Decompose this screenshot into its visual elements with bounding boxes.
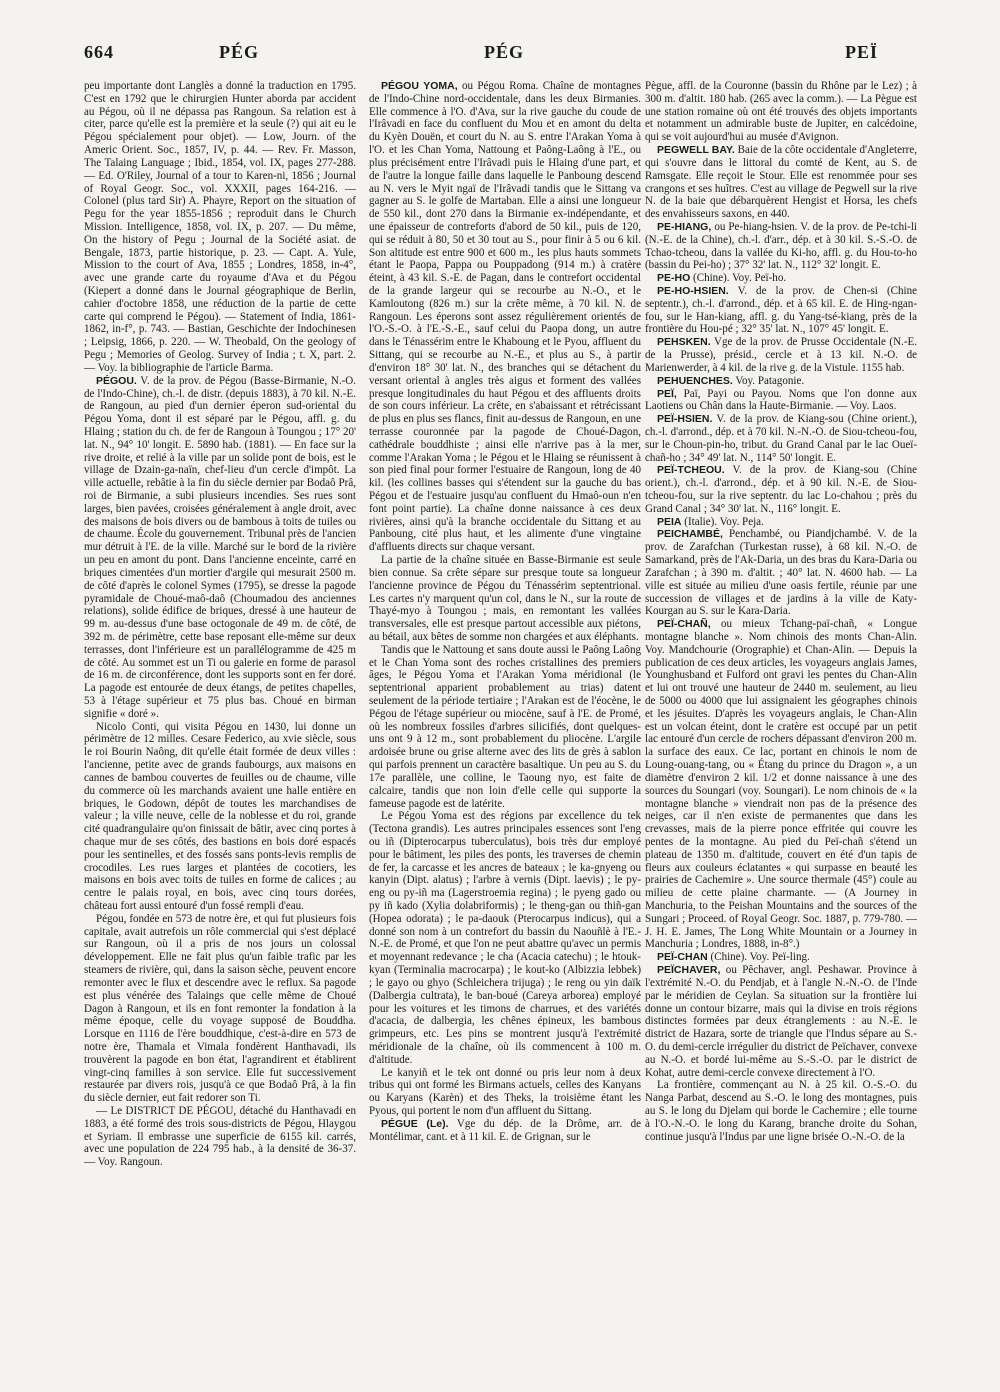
entry-text: Vge du dép. de la Drôme, arr. de Montélimar, cant. et à 11 kil. E. de Grignan, sur le (369, 1117, 641, 1143)
dictionary-entry (645, 221, 917, 272)
dictionary-entry (645, 144, 917, 221)
entry-text: Baie de la côte occidentale d'Angleterre, qui s'ouvre dans le littoral du comté de Kent, au S. de Ramsgate. Elle reçoit le Stour. Elle est renommée pour ses crangons et ses huîtres. C'est au village de Pegwell sur la rive N. de la baie que débarquèrent Hengist et Horsa, les chefs des envahisseurs saxons, en 440. (645, 144, 917, 221)
entry-headword: PE-HO-HSIEN. (657, 285, 729, 297)
entry-text: (Chine). Voy. Peï-ling. (710, 951, 810, 964)
entry-text: V. de la prov. de Pégou (Basse-Birmanie, N.-O. de l'Indo-Chine), ch.-l. de distr. (depuis 1883), à 70 kil. N.-E. de Rangoun, au pied d'un dernier éperon sud-oriental du Pégou Yoma, dont il est séparé par le Pégou, affl. g. du Hlaing ; station du ch. de fer de Rangoun à Toungou ; 17° 20' lat. N., 94° 10' longit. E. 5890 hab. (1881). — En face sur la rive droite, et relié à la ville par un solide pont de bois, est le village de Dzain-ga-naïn, chef-lieu d'un cercle d'impôt. La ville actuelle, rebâtie à la fin du siècle dernier par Bodaô Prâ, roi de Birmanie, a subi plusieurs incendies. Ses rues sont larges, bien pavées, croisées généralement à angle droit, avec des maisons de bois divers ou de bambous à toits de tuiles ou de chaume. École du gouvernement. Tribunal près de l'ancien mur détruit à l'E. de la ville. Marché sur le bord de la rivière un peu en amont du pont. Dans l'ancienne enceinte, carré en briques cimentées d'un mortier d'argile qui mesurait 2500 m. de côté d'après le colonel Symes (1795), se dresse la pagode pyramidale de Choué-maô-daô (Choumadou des anciennes relations), solide édifice de briques, dressé à une hauteur de 99 m. au-dessus d'une base octogonale de 49 m. de côté, de 392 m. de périmètre, cette base reposant elle-même sur deux terrasses, dont l'inférieure est un parallélogramme de 425 m de côté. Au sommet est un Ti ou galerie en forme de parasol de 16 m. de circonférence, dont les supports sont en fer doré. La pagode est entourée de deux étangs, de petites chapelles, 53 à l'étage supérieur et 75 plus bas. Choué en birman signifie « doré ». (84, 374, 356, 720)
entry-text: Paï, Payi ou Payou. Noms que l'on donne aux Laotiens ou Chân dans la Haute-Birmanie. — Voy. Laos. (645, 387, 917, 413)
entry-headword: PE-HIANG, (657, 220, 712, 233)
entry-headword: PEÏ-HSIEN. (657, 413, 713, 426)
entry-text: ou Pégou Roma. Chaîne de montagnes de l'Indo-Chine nord-occidentale, dans les deux Birmanies. Elle commence à l'O. d'Ava, sur la rive gauche du coude de l'Irâvadi en face du confluent du Mou et en amont du delta du Kyèn Douën, et court du N. au S. entre l'Arakan Yoma à l'O. et les Chan Yoma, Nattoung et Paông-Laông à l'E., ou plus précisément entre l'Irâvadi puis le Hlaing d'une part, et de l'autre la longue faille dans laquelle le Panboung descend au N. vers le Myit ngaï de l'Irâvadi tandis que le Sittang va gagner au S. le golfe de Martaban. Elle a ainsi une longueur de 550 kil., dont 270 dans la Birmanie ex-indépendante, et une épaisseur de contreforts d'abord de 50 kil., puis de 120, qui se réduit à 80, 50 et 30 tout au S., pour finir à 5 ou 6 kil. Son altitude est entre 900 et 600 m., les plus hauts sommets étant le Paopa, Pappa ou Pouppadong (914 m.) à cratère éteint, à 43 kil. S.-E. de Pagan, dans le contrefort occidental de la grande largeur qui se recourbe au N.-O., et le Kamloutong (826 m.) sur la crête même, à 70 kil. N. de Rangoun. Les éperons sont assez régulièrement orientés de l'O.-S.-O. à l'E.-S.-E., sauf celui du Paopa dong, un autre dans le Ténassérim entre le Khaboung et le Pyou, affluent du Sittang, qui se recourbe au N.-E., et plus au S., à partir d'environ 18° 30' lat. N., des branches qui se détachent du versant oriental à angles très aigus et forment des vallées presque longitudinales du haut Pégou et des affluents droits de son cours inférieur. La crête, en s'abaissant et rétrécissant de plus en plus ses flancs, finit au-dessus de Rangoun, en une terrasse couronnée par la pagode de Choué-Dagon, cathédrale bouddhiste ; ainsi elle n'arrive pas à la mer, comme l'Arakan Yoma ; le Pégou et le Hlaing se réunissent à son pied final pour former l'estuaire de Rangoun, long de 40 kil. (les collines basses qui s'étendent sur la gauche du bas Pégou et de l'estuaire jusqu'au confluent du Hmaô-oun n'en font point partie). La chaîne donne naissance à ces deux rivières, ainsi qu'à la branche occidentale du Sittang et au Panboung, cité plus haut, et les alimente d'une vingtaine d'affluents directs sur chaque versant. (369, 80, 641, 554)
entry-text: — Le DISTRICT DE PÉGOU, détaché du Hanthavadi en 1883, a été formé des trois sous-districts de Pégou, Hlaygou et Syriam. Il embrasse une superficie de 6155 kil. carrés, avec une population de 224 795 hab., à la densité de 36-37. — Voy. Rangoun. (84, 1105, 356, 1169)
entry-text: Vge de la prov. de Prusse Occidentale (N.-E. de la Prusse), présid., cercle et à 13 kil. N.-O. de Marienwerder, à 4 kil. de la rive g. de la Vistule. 1155 hab. (645, 336, 917, 374)
dictionary-entry (645, 516, 917, 529)
entry-text: Pégou, fondée en 573 de notre ère, et qui fut plusieurs fois capitale, avait autrefois un rôle commercial qui s'est déplacé sur Rangoun, où il a pris de nos jours un colossal développement. Elle ne fait plus qu'un faible trafic par les steamers de rivière, qui, dans la saison sèche, peuvent encore remonter avec le flux et descendre avec le reflux. Sa pagode est plus vénérée des Talaings que celle même de Choué Dagon à Rangoun, et ils en font remonter la fondation à la même époque, celle du voyage supposé de Bouddha. Lorsque en 1116 de l'ère bouddhique, c'est-à-dire en 573 de notre ère, Thamala et Vimala fondèrent Hanthavadi, ils trouvèrent la pagode en bon état, l'agrandirent et établirent vingt-cinq familles à son service. Elle fut successivement restaurée par divers rois, jusqu'à ce que Bodaô Prâ, à la fin du siècle dernier, eut fait redorer son Ti. (84, 912, 356, 1105)
header-right-word: PEÏ (844, 42, 878, 62)
entry-headword: PÉGOU YOMA, (381, 80, 458, 92)
entry-paragraph (645, 1079, 917, 1143)
entry-paragraph (369, 810, 641, 1066)
entry-text: V. de la prov. de Kiang-sou (Chine orient.), ch.-l. d'arrond., dép. et à 70 kil. N.-N.-O. de Siou-tcheou-fou, sur le Choun-pin-ho, tribut. du Grand Canal par le lac Oueï-chañ-ho ; 34° 49' lat. N., 114° 50' longit. E. (645, 413, 917, 464)
entry-text: V. de la prov. de Kiang-sou (Chine orient.), ch.-l. d'arrond., dép. et à 90 kil. N.-E. de Siou-tcheou-fou, sur la rive septentr. du lac Lo-chahou ; près du Grand Canal ; 34° 30' lat. N., 116° longit. E. (645, 464, 917, 515)
header-left-word: PÉG (219, 42, 260, 62)
dictionary-entry (645, 272, 917, 285)
entry-paragraph (84, 1105, 356, 1169)
entry-headword: PEGWELL BAY. (657, 144, 735, 157)
text-column-1 (84, 80, 356, 1380)
dictionary-entry (645, 951, 917, 964)
entry-text: ou Pe-hiang-hsien. V. de la prov. de Pe-tchi-li (N.-E. de la Chine), ch.-l. d'arr., dép. et à 30 kil. S.-S.-O. de Tchao-tcheou, dans la vallée du Ki-ho, affl. g. du Hou-to-ho (bassin du Pei-ho) ; 37° 32' lat. N., 112° 32' longit. E. (645, 220, 917, 272)
entry-headword: PEICHAMBÉ, (657, 528, 723, 541)
entry-text: (Chine). Voy. Peï-ho. (693, 272, 787, 285)
entry-text: Penchambé, ou Piandjchambé. V. de la prov. de Zarafchan (Turkestan russe), à 68 kil. N.-O. de Samarkand, près de l'Ak-Daria, un des bras du Kara-Daria ou Zarafchan ; à 390 m. d'altit. ; 40° lat. N. 4600 hab. — La ville est située au milieu d'une oasis fertile, réunie par une succession de villages et de jardins à la ville de Katy-Kourgan au S. sur le Kara-Daria. (645, 528, 917, 618)
dictionary-entry (84, 375, 356, 721)
entry-text: Voy. Patagonie. (735, 374, 805, 387)
entry-headword: PEÏ-CHAN (657, 951, 708, 964)
entry-text: Pègue, affl. de la Couronne (bassin du Rhône par le Lez) ; à 300 m. d'altit. 180 hab. (265 avec la comm.). — La Pègue est une station romaine où ont été trouvés des objets importants et notamment un admirable buste de Jupiter, en calcédoine, qui se voit aujourd'hui au musée d'Avignon. (645, 80, 917, 144)
entry-text: (Italie). Voy. Peja. (684, 515, 764, 528)
entry-paragraph (84, 913, 356, 1105)
entry-headword: PEHUENCHES. (657, 374, 733, 387)
entry-paragraph (84, 80, 356, 375)
entry-headword: PÉGOU. (96, 374, 137, 387)
dictionary-entry (369, 80, 641, 554)
header-center-word: PÉG (484, 42, 525, 62)
entry-text: ou Pêchaver, angl. Peshawar. Province à l'extrémité N.-O. du Pendjab, et à l'angle N.-N.-O. de l'Inde par le méridien de Ceylan. Sa situation sur la frontière lui donne un contour bizarre, mais qui la divise en trois régions distinctes formées par deux étranglements : au N.-E. le district de Hazara, sorte de triangle que l'Indus sépare au S.-O. du demi-cercle irrégulier du district de Peïchaver, convexe au N.-O. et bordé lui-même au S.-S.-O. par le district de Kohat, autre demi-cercle convexe directement à l'O. (645, 964, 917, 1079)
entry-headword: PEIA (657, 515, 682, 528)
dictionary-entry (645, 964, 917, 1079)
entry-headword: PEÏCHAVER, (657, 964, 721, 977)
entry-headword: PÉGUE (Le). (381, 1117, 449, 1130)
dictionary-entry (645, 336, 917, 374)
entry-paragraph (84, 721, 356, 913)
entry-text: La partie de la chaîne située en Basse-Birmanie est seule bien connue. Sa crête sépare sur presque toute sa longueur l'ancienne province de Pégou du Ténassérim septentrional. Les cartes n'y marquent qu'un col, dans le N., sur la route de Thayé-myo à Toungou ; mais, en remontant les vallées transversales, elle est presque partout accessible aux piétons, au bétail, aux bêtes de somme non chargées et aux éléphants. (369, 554, 641, 643)
text-column-3 (645, 80, 917, 1380)
entry-paragraph (369, 644, 641, 811)
entry-headword: PEHSKEN. (657, 336, 711, 349)
dictionary-entry (645, 375, 917, 388)
text-column-2 (369, 80, 641, 1380)
entry-text: Nicolo Conti, qui visita Pégou en 1430, lui donne un périmètre de 12 milles. Cesare Federico, au xvie siècle, sous le roi Bourin Naông, dit qu'elle était formée de deux villes : l'ancienne, petite avec de grands faubourgs, aux maisons en cannes de bambou couvertes de feuilles ou de chaume, ville du commerce où les marchands avaient une halle entière en briques, le Godown, dépôt de toutes les marchandises de valeur ; la ville neuve, celle de la noblesse et du roi, grande cité quadrangulaire qu'on finissait de bâtir, avec cinq portes à chaque mur de ses côtés, des bastions en bois doré espacés pour les sentinelles, et des fossés sans ponts-levis remplis de crocodiles. Les rues larges et plantées de cocotiers, les maisons en bois avec toits de tuiles en forme de calices ; au centre le palais royal, en bois, avec cinq tours dorées, château fort aussi entouré d'un fossé rempli d'eau. (84, 720, 356, 912)
running-header (84, 42, 918, 70)
entry-text: ou mieux Tchang-paï-chañ, « Longue montagne blanche ». Nom chinois des monts Chan-Alin. Voy. Mandchourie (Orographie) et Chan-Alin. — Depuis la publication de ces deux articles, les voyageurs anglais James, Younghusband et Fulford ont gravi les pentes du Chan-Alin et lui ont trouvé une hauteur de 2440 m. seulement, au lieu de 5000 ou 4000 que lui assignaient les géographes chinois et les jésuites. D'après les voyageurs anglais, le Chan-Alin est un volcan éteint, dont le cratère est occupé par un petit lac entouré d'un cercle de rochers dépassant d'environ 200 m. la surface des eaux. Ce lac, portant en chinois le nom de Loung-ouang-tang, ou « Étang du prince du Dragon », a un diamètre d'environ 2 kil. 1/2 et donne naissance à une des sources du Soungari (voy. Soungari). Le nom chinois de « la montagne blanche » viendrait non pas de la présence des neiges, car il n'en existe de permanentes que dans les crevasses, mais de la pierre ponce effritée qui couvre les pentes de la montagne. Au pied du Peï-chañ s'étend un plateau de 1350 m. d'altitude, couvert en été d'un tapis de fleurs aux couleurs éclatantes « qui surpasse en beauté les prairies de Cachemire ». Une source thermale (45°) coule au milieu de cette plaine charmante. — (A Journey in Manchuria, to the Peishan Mountains and the sources of the Sungari ; Proceed. of Royal Geogr. Soc. 1887, p. 779-780. — J. H. E. James, The Long White Mountain or a Journey in Manchuria ; Londres, 1888, in-8°.) (645, 618, 917, 951)
dictionary-entry (645, 413, 917, 464)
dictionary-entry (645, 285, 917, 336)
entry-paragraph (369, 1067, 641, 1118)
entry-headword: PEÏ-CHAÑ, (657, 618, 711, 631)
page-number: 664 (84, 42, 114, 62)
entry-text: peu importante dont Langlès a donné la traduction en 1795. C'est en 1792 que le chirurgien Hunter aborda par accident au Pégou, où il ne dépassa pas Rangoun. Sa relation est à citer, parce qu'elle est la première et la seule (?) qui ait eu le Pégou spécialement pour objet). — Low, Journ. of the Americ Orient. Soc., 1857, IV, p. 44. — Rev. Fr. Masson, The Talaing Language ; Ibid., 1854, vol. IX, pages 277-288. — Ed. O'Riley, Journal of a tour to Karen-ni, 1856 ; Journal of Royal Geogr. Soc., vol. XXXII, pages 164-216. — Colonel (plus tard Sir) A. Phayre, Report on the situation of Pegu for the year 1855-1856 ; reproduit dans le Church Mission. Intelligence, 1858, vol. IX, p. 207. — Du même, On the history of Pegu ; Journal de la Société asiat. de Bengale, 1873, partie historique, p. 23. — Capt. A. Yule, Mission to the court of Ava, 1855 ; Londres, 1858, in-4°, avec une grande carte du royaume d'Ava et du Pégou (Kiepert a donné dans le Journal géographique de Berlin, cahier d'octobre 1858, une réduction de la partie de cette carte qui comprend le Pégou). — Statement of India, 1861-1862, in-f°, p. 743. — Bastian, Geschichte der Indochinesen ; Leipsig, 1866, p. 220. — W. Theobald, On the geology of Pegu ; Memories of Geolog. Survey of India ; t. X, part. 2. — Voy. la bibliographie de l'article Barma. (84, 80, 356, 374)
dictionary-entry (645, 528, 917, 618)
entry-paragraph (645, 80, 917, 144)
entry-text: V. de la prov. de Chen-si (Chine septentr.), ch.-l. d'arrond., dép. et à 65 kil. E. de Hing-ngan-fou, sur le Han-kiang, affl. g. du Yang-tsé-kiang, près de la frontière du Hou-pé ; 32° 35' lat. N., 107° 45' longit. E. (645, 285, 917, 336)
entry-text: Tandis que le Nattoung et sans doute aussi le Paông Laông et le Chan Yoma sont des roches cristallines des premiers âges, le Pégou Yoma et l'Arakan Yoma méridional (le septentrional apparient probablement au trias) datent seulement de la période tertiaire ; l'Arakan est de l'éocène, le Pégou de l'étage supérieur ou miocène, sauf à l'E. de Promé, où les nombreux fossiles d'arbres silicifiés, dont quelques-uns ont 9 à 12 m., sont probablement du pliocène. L'argile ardoisée brune ou grise alterne avec des lits de grès à sablon qui parfois prennent un caractère basaltique. Un peu au S. du 17e parallèle, une colline, le Taoung nyo, est faite de calcaire, tandis que non loin d'elle celle qui supporte la fameuse pagode est de latérite. (369, 643, 641, 810)
entry-text: Le kanyiñ et le tek ont donné ou pris leur nom à deux tribus qui ont formé les Birmans actuels, celles des Kanyans ou Karyans (Karèn) et des Theks, la troisième étant les Pyous, qui portent le nom d'un affluent du Sittang. (369, 1066, 641, 1117)
entry-text: La frontière, commençant au N. à 25 kil. O.-S.-O. du Nanga Parbat, descend au S.-O. le long des montagnes, puis au S. le long du Djelam qui borde le Cachemire ; elle tourne à l'O.-N.-O. le long du Karang, branche droite du Sohan, continue jusqu'à l'Indus par une ligne brisée O.-N.-O. de la (645, 1079, 917, 1143)
entry-headword: PE-HO (657, 272, 691, 285)
dictionary-entry (645, 464, 917, 515)
dictionary-entry (645, 388, 917, 414)
entry-headword: PEÏ, (657, 387, 677, 400)
entry-paragraph (369, 554, 641, 644)
dictionary-entry (369, 1118, 641, 1144)
entry-text: Le Pégou Yoma est des régions par excellence du tek (Tectona grandis). Les autres principales essences sont l'eng ou iñ (Dipterocarpus tuberculatus), bois très dur employé pour le bâtiment, les piles des ponts, les traverses de chemin de fer, la carcasse et les ancres de bateaux ; le ka-gnyeng ou kanyin (Dipt. alatus) ; l'arbre à vernis (Dipt. laevis) ; le py-eng ou py-iñ ma (Lagerstroemia regina) ; le pyeng gado ou py iñ kado (Xylia dolabriformis) ; le theng-gan ou thiñ-gan (Hopea odorata) ; le pa-daouk (Pterocarpus indicus), qui a donné son nom à un contrefort du bassin du Naouñlè à l'E.-N.-E. de Promé, et que l'on ne peut abattre qu'avec un permis et moyennant redevance ; le cha (Acacia catechu) ; le htouk-kyan (Terminalia macrocarpa) ; le kout-ko (Albizzia lebbek) ; le gayo ou ghyo (Schleichera trijuga) ; le reng ou yin daïk (Dalbergia cultrata), le ban-boué (Careya arborea) employé pour les voitures et les timons de charrues, et des variétés d'acacia, de dalbergia, les chênes épineux, les bambous grimpeurs, etc. Les pins se montrent jusqu'à l'extrémité méridionale de la chaîne, où ils commencent à 100 m. d'altitude. (369, 810, 641, 1066)
dictionary-entry (645, 618, 917, 951)
entry-headword: PEÏ-TCHEOU. (657, 464, 725, 477)
